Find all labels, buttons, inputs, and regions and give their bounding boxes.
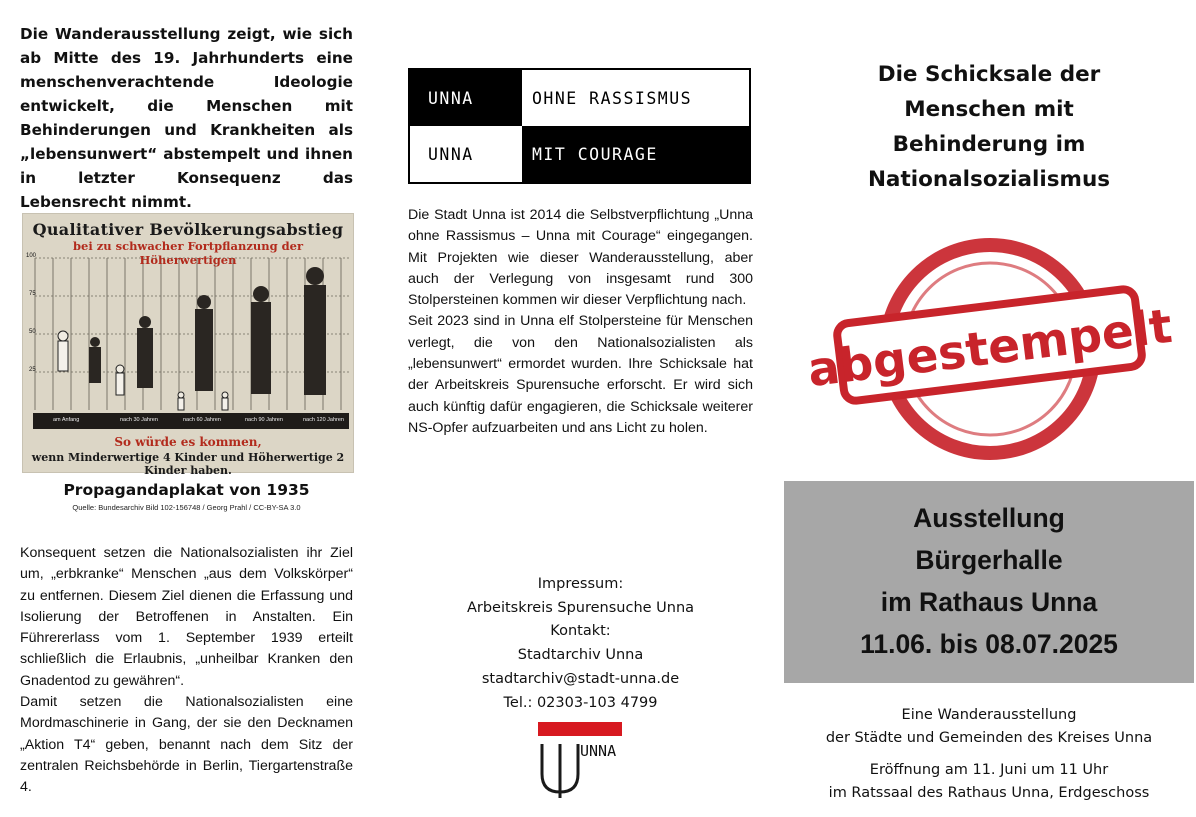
paragraph: Die Stadt Unna ist 2014 die Selbstverpflichtung „Unna ohne Rassismus – Unna mit Courage“ eingegangen. Mit Projekten wie dieser Wanderausstellung, aber auch der Verlegung von insgesamt rund 300 Stolpersteinen kommen wir dieser Verpflichtung nach.: [408, 207, 753, 309]
exhibition-dates: 11.06. bis 08.07.2025: [860, 629, 1118, 659]
y-tick: 100: [26, 253, 37, 259]
unna-emblem-icon: [538, 722, 628, 798]
impressum: [408, 573, 753, 715]
contact-name: Stadtarchiv Unna: [517, 647, 644, 664]
logo-bottom-right: MIT COURAGE: [522, 126, 749, 182]
contact-phone: Tel.: 02303-103 4799: [503, 694, 658, 711]
impressum-org: Arbeitskreis Spurensuche Unna: [466, 599, 695, 616]
logo-top-left: UNNA: [410, 70, 522, 126]
paragraph: Seit 2023 sind in Unna elf Stolpersteine für Menschen verlegt, die von den Nationalsozialisten als „lebensunwert“ ermordet wurden. Ihre Schicksale hat der Arbeitskreis Spurensuche erforscht. Er wird sich auch künftig dafür engagieren, die Schicksale weiterer NS-Opfer aufzuarbeiten und ans Licht zu holen.: [408, 313, 753, 436]
intro-text: Die Wanderausstellung zeigt, wie sich ab Mitte des 19. Jahrhunderts eine menschenverachtende Ideologie entwickelt, die Menschen mit Behinderungen und Krankheiten als „lebensunwert“ abstempelt und ihnen in letzter Konsequenz das Lebensrecht nimmt.: [20, 25, 353, 211]
step-label: nach 60 Jahren: [183, 417, 221, 423]
paragraph: Konsequent setzen die Nationalsozialisten ihr Ziel um, „erbkranke“ Menschen „aus dem Volkskörper“ zu entfernen. Diesem Ziel dienen die Erfassung und Isolierung der Betroffenen in Anstalten. Ein Führererlass vom 1. September 1939 erteilt schließlich die Erlaubnis, „unheilbar Kranken den Gnadentod zu gewähren“.: [20, 545, 353, 689]
title-line: Nationalsozialismus: [867, 167, 1111, 192]
contact-email[interactable]: stadtarchiv@stadt-unna.de: [481, 670, 680, 687]
title-line: Menschen mit: [904, 97, 1074, 122]
exhibition-line: im Rathaus Unna: [880, 587, 1098, 617]
city-logo-text: UNNA: [580, 742, 617, 760]
unna-ohne-rassismus-logo: [408, 68, 751, 184]
poster-subtitle: bei zu schwacher Fortpflanzung der Höherwertigen: [72, 239, 304, 267]
left-body-text: [20, 543, 353, 799]
brochure-title: [784, 57, 1194, 197]
info-line: Eine Wanderausstellung: [901, 707, 1077, 723]
exhibition-line: Ausstellung: [913, 503, 1065, 533]
poster-bottom-line1: So würde es kommen,: [114, 435, 262, 449]
exhibition-line: Bürgerhalle: [915, 545, 1063, 575]
paragraph: Damit setzen die Nationalsozialisten eine Mordmaschinerie in Gang, der sie den Decknamen „Aktion T4“ geben, benannt nach dem Sitz der zentralen Reichsbehörde in Berlin, Tiergartenstraße 4.: [20, 694, 353, 796]
poster-source: Quelle: Bundesarchiv Bild 102-156748 / Georg Prahl / CC-BY-SA 3.0: [72, 503, 301, 512]
contact-label: Kontakt:: [550, 623, 611, 640]
step-label: nach 30 Jahren: [120, 417, 158, 423]
poster-title: Qualitativer Bevölkerungsabstieg: [32, 220, 344, 239]
exhibition-box: [784, 481, 1194, 683]
info-line: im Ratssaal des Rathaus Unna, Erdgeschoss: [828, 785, 1150, 801]
logo-bottom-left: UNNA: [410, 126, 522, 182]
y-tick: 50: [29, 329, 36, 335]
propaganda-poster: [22, 213, 354, 477]
impressum-heading: Impressum:: [537, 576, 624, 592]
stamp-icon: [804, 238, 1176, 460]
stamp-text: abgestempelt: [804, 298, 1176, 399]
middle-body-text: [408, 205, 753, 439]
step-label: am Anfang: [53, 417, 80, 423]
logo-top-right: OHNE RASSISMUS: [522, 70, 749, 126]
y-tick: 75: [29, 291, 36, 297]
title-line: Behinderung im: [892, 132, 1086, 157]
poster-caption: Propagandaplakat von 1935: [63, 481, 310, 499]
title-line: Die Schicksale der: [877, 62, 1101, 87]
step-label: nach 90 Jahren: [245, 417, 283, 423]
step-label: nach 120 Jahren: [303, 417, 344, 423]
info-line: Eröffnung am 11. Juni um 11 Uhr: [869, 762, 1109, 778]
info-line: der Städte und Gemeinden des Kreises Unna: [825, 730, 1153, 746]
abgestempelt-stamp: [804, 238, 1176, 460]
city-unna-logo: [538, 722, 628, 798]
y-tick: 25: [29, 367, 36, 373]
exhibition-info: [784, 704, 1194, 805]
poster-bottom-line2: wenn Minderwertige 4 Kinder und Höherwertige 2 Kinder haben.: [31, 451, 345, 477]
